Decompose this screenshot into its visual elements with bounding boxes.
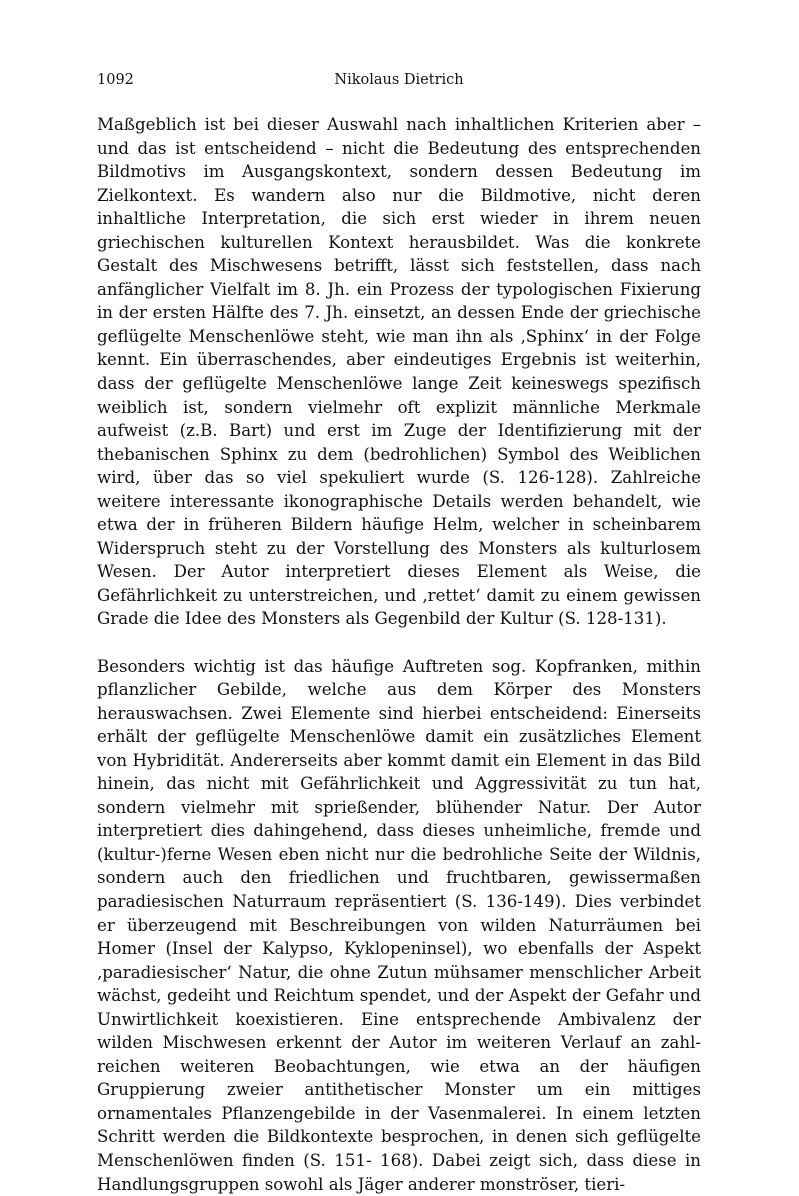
body-text [97, 113, 701, 1196]
paragraph-2: Besonders wichtig ist das häufige Auftreten sog. Kopfranken, mithin pflanzlicher Gebilde, welche aus dem Körper des Monsters herauswachsen. Zwei Elemente sind hierbei entscheidend: Einerseits erhält der geflügelte Menschenlöwe damit ein zusätzliches Element von Hybridität. Andererseits aber kommt damit ein Element in das Bild hinein, das nicht mit Gefährlichkeit und Aggressivität zu tun hat, sondern vielmehr mit sprießender, blühender Natur. Der Autor interpretiert dies dahingehend, dass dieses unheimliche, fremde und (kultur-)ferne Wesen eben nicht nur die bedrohliche Seite der Wildnis, sondern auch den friedlichen und fruchtbaren, gewissermaßen paradiesischen Naturraum repräsentiert (S. 136-149). Dies verbindet er überzeugend mit Beschreibungen von wilden Naturräumen bei Homer (Insel der Kalypso, Kyklopeninsel), wo ebenfalls der Aspekt ‚paradiesischer‘ Natur, die ohne Zutun mühsamer menschlicher Arbeit wächst, gedeiht und Reichtum spendet, und der Aspekt der Gefahr und Unwirtlichkeit koexistieren. Eine entsprechende Ambivalenz der wilden Mischwesen erkennt der Autor im weiteren Verlauf an zahlreichen weiteren Beobachtungen, wie etwa an der häufigen Gruppierung zweier antithetischer Monster um ein mittiges ornamentales Pflanzengebilde in der Vasenmalerei. In einem letzten Schritt werden die Bildkontexte besprochen, in denen sich geflügelte Menschenlöwen finden (S. 151- 168). Dabei zeigt sich, dass diese in Handlungsgruppen sowohl als Jäger anderer monströser, tieri- [97, 656, 701, 1194]
page-number: 1092 [97, 72, 134, 88]
page-header [97, 72, 701, 94]
running-head: Nikolaus Dietrich [334, 72, 464, 88]
paragraph-1: Maßgeblich ist bei dieser Auswahl nach inhaltlichen Kriterien aber – und das ist entscheidend – nicht die Bedeutung des entsprechenden Bildmotivs im Ausgangskontext, sondern dessen Bedeutung im Zielkontext. Es wandern also nur die Bildmotive, nicht deren inhaltliche Interpretation, die sich erst wieder in ihrem neuen griechischen kulturellen Kontext herausbildet. Was die konkrete Gestalt des Mischwesens betrifft, lässt sich feststellen, dass nach anfänglicher Vielfalt im 8. Jh. ein Prozess der typologischen Fixierung in der ersten Hälfte des 7. Jh. einsetzt, an dessen Ende der griechische geflügelte Menschenlöwe steht, wie man ihn als ‚Sphinx‘ in der Folge kennt. Ein überraschendes, aber eindeutiges Ergebnis ist weiterhin, dass der geflügelte Menschenlöwe lange Zeit keineswegs spezifisch weiblich ist, sondern vielmehr oft explizit männliche Merkmale aufweist (z.B. Bart) und erst im Zuge der Identifizierung mit der thebanischen Sphinx zu dem (bedrohlichen) Symbol des Weiblichen wird, über das so viel spekuliert wurde (S. 126-128). Zahlreiche weitere interessante ikonographische Details werden behandelt, wie etwa der in früheren Bildern häufige Helm, welcher in scheinbarem Widerspruch steht zu der Vorstellung des Monsters als kulturlosem Wesen. Der Autor interpretiert dieses Element als Weise, die Gefährlichkeit zu unterstreichen, und ‚rettet‘ damit zu einem gewissen Grade die Idee des Monsters als Gegenbild der Kultur (S. 128-131). [97, 115, 701, 629]
